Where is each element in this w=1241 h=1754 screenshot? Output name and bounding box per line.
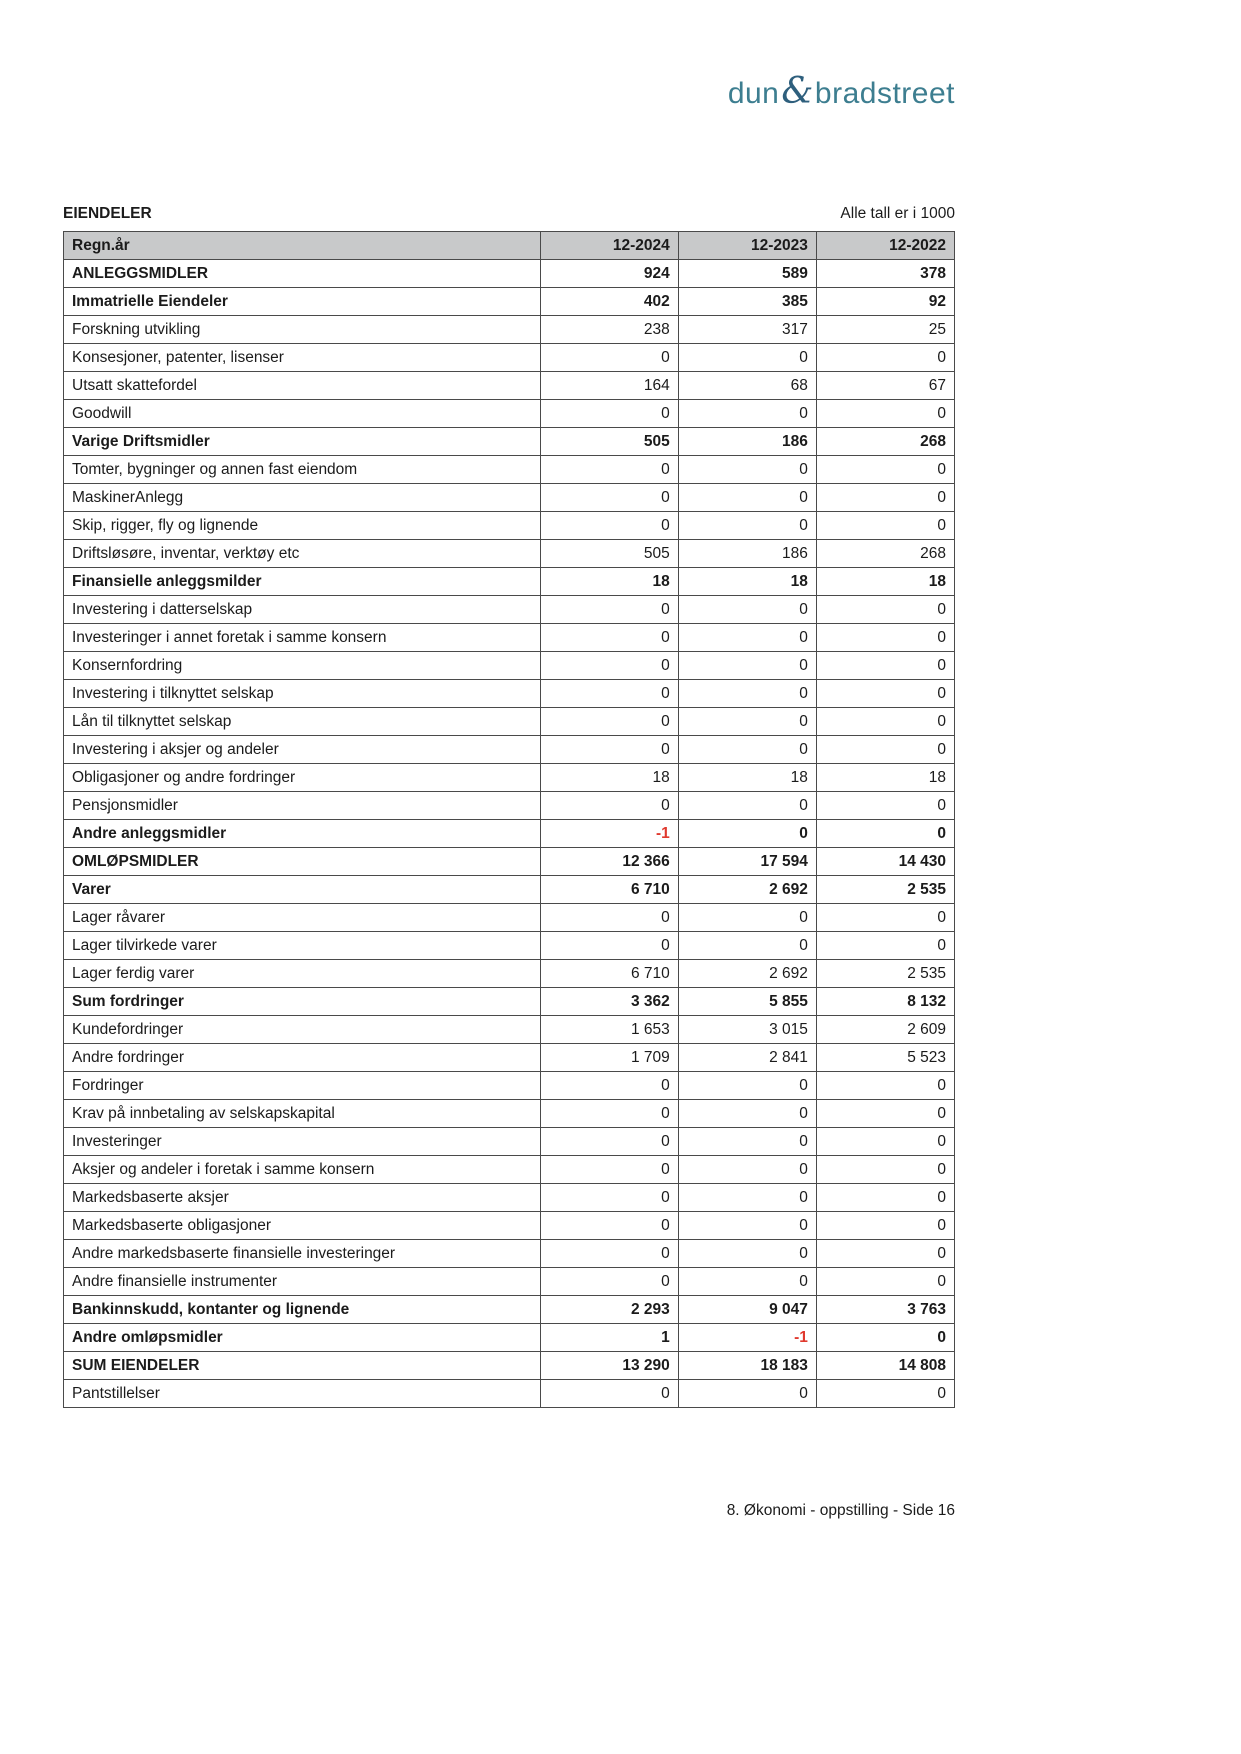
table-row [64,680,955,708]
row-value: 0 [816,680,954,708]
row-value: 0 [540,736,678,764]
row-label: Pantstillelser [64,1380,541,1408]
table-row [64,1100,955,1128]
row-value: 12 366 [540,848,678,876]
row-label: Varer [64,876,541,904]
row-label: Lån til tilknyttet selskap [64,708,541,736]
row-label: SUM EIENDELER [64,1352,541,1380]
logo-word-bradstreet: bradstreet [814,77,955,110]
table-row [64,1268,955,1296]
row-value: 18 [540,764,678,792]
row-value: 0 [816,1268,954,1296]
table-row [64,512,955,540]
row-value: 0 [816,1212,954,1240]
row-value: 0 [678,344,816,372]
row-value: 0 [678,1268,816,1296]
table-row [64,652,955,680]
row-label: Lager råvarer [64,904,541,932]
row-value: 0 [678,484,816,512]
column-header-12-2022: 12-2022 [816,232,954,260]
row-value: 0 [678,1184,816,1212]
row-value: 0 [816,1184,954,1212]
row-value: 2 841 [678,1044,816,1072]
row-label: Aksjer og andeler i foretak i samme konsern [64,1156,541,1184]
row-value: 0 [816,456,954,484]
table-row [64,792,955,820]
row-label: Forskning utvikling [64,316,541,344]
row-value: 6 710 [540,960,678,988]
column-header-12-2024: 12-2024 [540,232,678,260]
table-row [64,820,955,848]
row-value: 0 [540,456,678,484]
row-value: 0 [678,400,816,428]
row-value: 589 [678,260,816,288]
assets-table [63,231,955,1408]
row-value: 0 [678,456,816,484]
row-value: 5 855 [678,988,816,1016]
row-value: 2 609 [816,1016,954,1044]
row-value: 0 [678,792,816,820]
row-value: 0 [816,1240,954,1268]
row-value: 0 [816,652,954,680]
row-value: 6 710 [540,876,678,904]
section-title: EIENDELER [63,205,152,222]
row-value: 0 [540,652,678,680]
row-label: Fordringer [64,1072,541,1100]
row-value: 0 [540,400,678,428]
row-value: 505 [540,540,678,568]
row-value: 0 [678,708,816,736]
row-value: 0 [678,652,816,680]
table-row [64,260,955,288]
row-value: 2 535 [816,876,954,904]
row-value: 0 [816,624,954,652]
row-label: Andre markedsbaserte finansielle investeringer [64,1240,541,1268]
table-row [64,904,955,932]
table-row [64,1296,955,1324]
table-row [64,372,955,400]
row-label: MaskinerAnlegg [64,484,541,512]
row-value: 0 [678,904,816,932]
table-row [64,1184,955,1212]
row-value: 5 523 [816,1044,954,1072]
row-value: 402 [540,288,678,316]
row-value: 0 [678,932,816,960]
row-value: 0 [540,512,678,540]
row-value: 164 [540,372,678,400]
table-row [64,876,955,904]
row-value: 0 [816,1128,954,1156]
row-label: Immatrielle Eiendeler [64,288,541,316]
row-label: Investering i datterselskap [64,596,541,624]
row-value: 0 [540,1184,678,1212]
row-value: 0 [678,1240,816,1268]
row-value: 1 709 [540,1044,678,1072]
row-value: 0 [540,792,678,820]
row-value: 18 [816,568,954,596]
table-row [64,624,955,652]
row-value: 0 [816,344,954,372]
row-value: 67 [816,372,954,400]
row-label: Konsesjoner, patenter, lisenser [64,344,541,372]
table-row [64,596,955,624]
table-row [64,736,955,764]
row-value: 9 047 [678,1296,816,1324]
row-value: 1 653 [540,1016,678,1044]
row-value: 0 [816,1072,954,1100]
row-value: 238 [540,316,678,344]
row-value: 18 [816,764,954,792]
row-value: 0 [816,596,954,624]
row-value: 3 763 [816,1296,954,1324]
row-value: 0 [678,1100,816,1128]
row-value: 0 [540,1380,678,1408]
table-row [64,932,955,960]
row-label: Markedsbaserte obligasjoner [64,1212,541,1240]
row-label: Konsernfordring [64,652,541,680]
row-value: 0 [678,512,816,540]
row-value: 0 [540,344,678,372]
row-value: -1 [540,820,678,848]
row-value: 0 [540,624,678,652]
table-row [64,568,955,596]
row-value: 385 [678,288,816,316]
row-value: 0 [678,1072,816,1100]
row-value: -1 [678,1324,816,1352]
units-note: Alle tall er i 1000 [840,205,955,222]
row-label: Finansielle anleggsmilder [64,568,541,596]
row-value: 3 362 [540,988,678,1016]
table-row [64,960,955,988]
row-label: Andre omløpsmidler [64,1324,541,1352]
table-row [64,1212,955,1240]
table-row [64,1352,955,1380]
row-label: Andre finansielle instrumenter [64,1268,541,1296]
row-value: 0 [678,736,816,764]
row-value: 68 [678,372,816,400]
row-label: Markedsbaserte aksjer [64,1184,541,1212]
row-value: 0 [540,1240,678,1268]
row-value: 0 [678,1156,816,1184]
row-value: 0 [540,680,678,708]
row-label: ANLEGGSMIDLER [64,260,541,288]
row-label: Krav på innbetaling av selskapskapital [64,1100,541,1128]
row-value: 1 [540,1324,678,1352]
row-value: 0 [540,1212,678,1240]
row-value: 186 [678,428,816,456]
table-row [64,988,955,1016]
row-value: 0 [540,1100,678,1128]
table-row [64,764,955,792]
row-value: 92 [816,288,954,316]
row-value: 268 [816,428,954,456]
table-row [64,540,955,568]
row-label: Investering i aksjer og andeler [64,736,541,764]
table-row [64,708,955,736]
row-value: 18 [678,764,816,792]
table-row [64,1324,955,1352]
row-value: 0 [678,596,816,624]
row-label: Varige Driftsmidler [64,428,541,456]
row-value: 0 [816,708,954,736]
row-label: Pensjonsmidler [64,792,541,820]
row-value: 0 [678,624,816,652]
row-value: 924 [540,260,678,288]
row-value: 0 [540,1156,678,1184]
row-label: Andre anleggsmidler [64,820,541,848]
table-header [64,232,955,260]
row-label: Goodwill [64,400,541,428]
row-value: 0 [816,736,954,764]
row-value: 0 [816,820,954,848]
row-label: Investeringer [64,1128,541,1156]
row-value: 18 [540,568,678,596]
row-value: 0 [816,400,954,428]
table-row [64,848,955,876]
title-row [63,205,955,223]
table-row [64,1240,955,1268]
row-value: 2 293 [540,1296,678,1324]
row-label: Kundefordringer [64,1016,541,1044]
page-footer: 8. Økonomi - oppstilling - Side 16 [726,1502,955,1519]
dun-bradstreet-logo [727,71,955,112]
column-header-12-2023: 12-2023 [678,232,816,260]
row-value: 0 [540,1072,678,1100]
table-row [64,344,955,372]
row-value: 0 [816,1324,954,1352]
row-value: 0 [540,484,678,512]
row-label: Lager tilvirkede varer [64,932,541,960]
row-value: 18 [678,568,816,596]
row-value: 0 [816,1156,954,1184]
row-value: 0 [540,932,678,960]
row-value: 8 132 [816,988,954,1016]
table-row [64,1128,955,1156]
row-label: Lager ferdig varer [64,960,541,988]
row-value: 0 [540,1128,678,1156]
table-row [64,1380,955,1408]
row-value: 0 [678,1128,816,1156]
logo-row [63,0,955,111]
logo-ampersand-icon: & [781,71,814,112]
row-value: 0 [816,512,954,540]
row-value: 14 430 [816,848,954,876]
row-value: 0 [678,1380,816,1408]
table-row [64,484,955,512]
table-row [64,316,955,344]
table-row [64,428,955,456]
row-value: 3 015 [678,1016,816,1044]
row-value: 2 535 [816,960,954,988]
table-row [64,400,955,428]
row-label: Driftsløsøre, inventar, verktøy etc [64,540,541,568]
row-value: 18 183 [678,1352,816,1380]
table-body [64,260,955,1408]
table-row [64,1044,955,1072]
row-label: Sum fordringer [64,988,541,1016]
table-row [64,288,955,316]
page-content [63,0,955,1408]
row-value: 0 [816,1380,954,1408]
row-value: 378 [816,260,954,288]
row-value: 0 [816,932,954,960]
row-label: Skip, rigger, fly og lignende [64,512,541,540]
row-value: 14 808 [816,1352,954,1380]
row-value: 13 290 [540,1352,678,1380]
row-value: 0 [816,904,954,932]
row-value: 0 [540,904,678,932]
row-value: 0 [678,680,816,708]
row-label: Andre fordringer [64,1044,541,1072]
row-value: 2 692 [678,960,816,988]
table-row [64,1016,955,1044]
row-value: 25 [816,316,954,344]
table-header-row [64,232,955,260]
row-label: Tomter, bygninger og annen fast eiendom [64,456,541,484]
row-value: 268 [816,540,954,568]
row-label: OMLØPSMIDLER [64,848,541,876]
row-value: 17 594 [678,848,816,876]
row-value: 0 [540,708,678,736]
row-value: 0 [816,792,954,820]
row-value: 0 [540,1268,678,1296]
row-label: Utsatt skattefordel [64,372,541,400]
row-value: 0 [540,596,678,624]
logo-word-dun: dun [727,77,780,110]
table-row [64,456,955,484]
row-value: 505 [540,428,678,456]
row-value: 0 [816,484,954,512]
row-label: Bankinnskudd, kontanter og lignende [64,1296,541,1324]
table-row [64,1072,955,1100]
column-header-regnar: Regn.år [64,232,541,260]
row-value: 186 [678,540,816,568]
row-value: 2 692 [678,876,816,904]
row-label: Investering i tilknyttet selskap [64,680,541,708]
row-label: Obligasjoner og andre fordringer [64,764,541,792]
table-row [64,1156,955,1184]
row-value: 317 [678,316,816,344]
row-value: 0 [678,1212,816,1240]
row-value: 0 [816,1100,954,1128]
row-value: 0 [678,820,816,848]
row-label: Investeringer i annet foretak i samme konsern [64,624,541,652]
